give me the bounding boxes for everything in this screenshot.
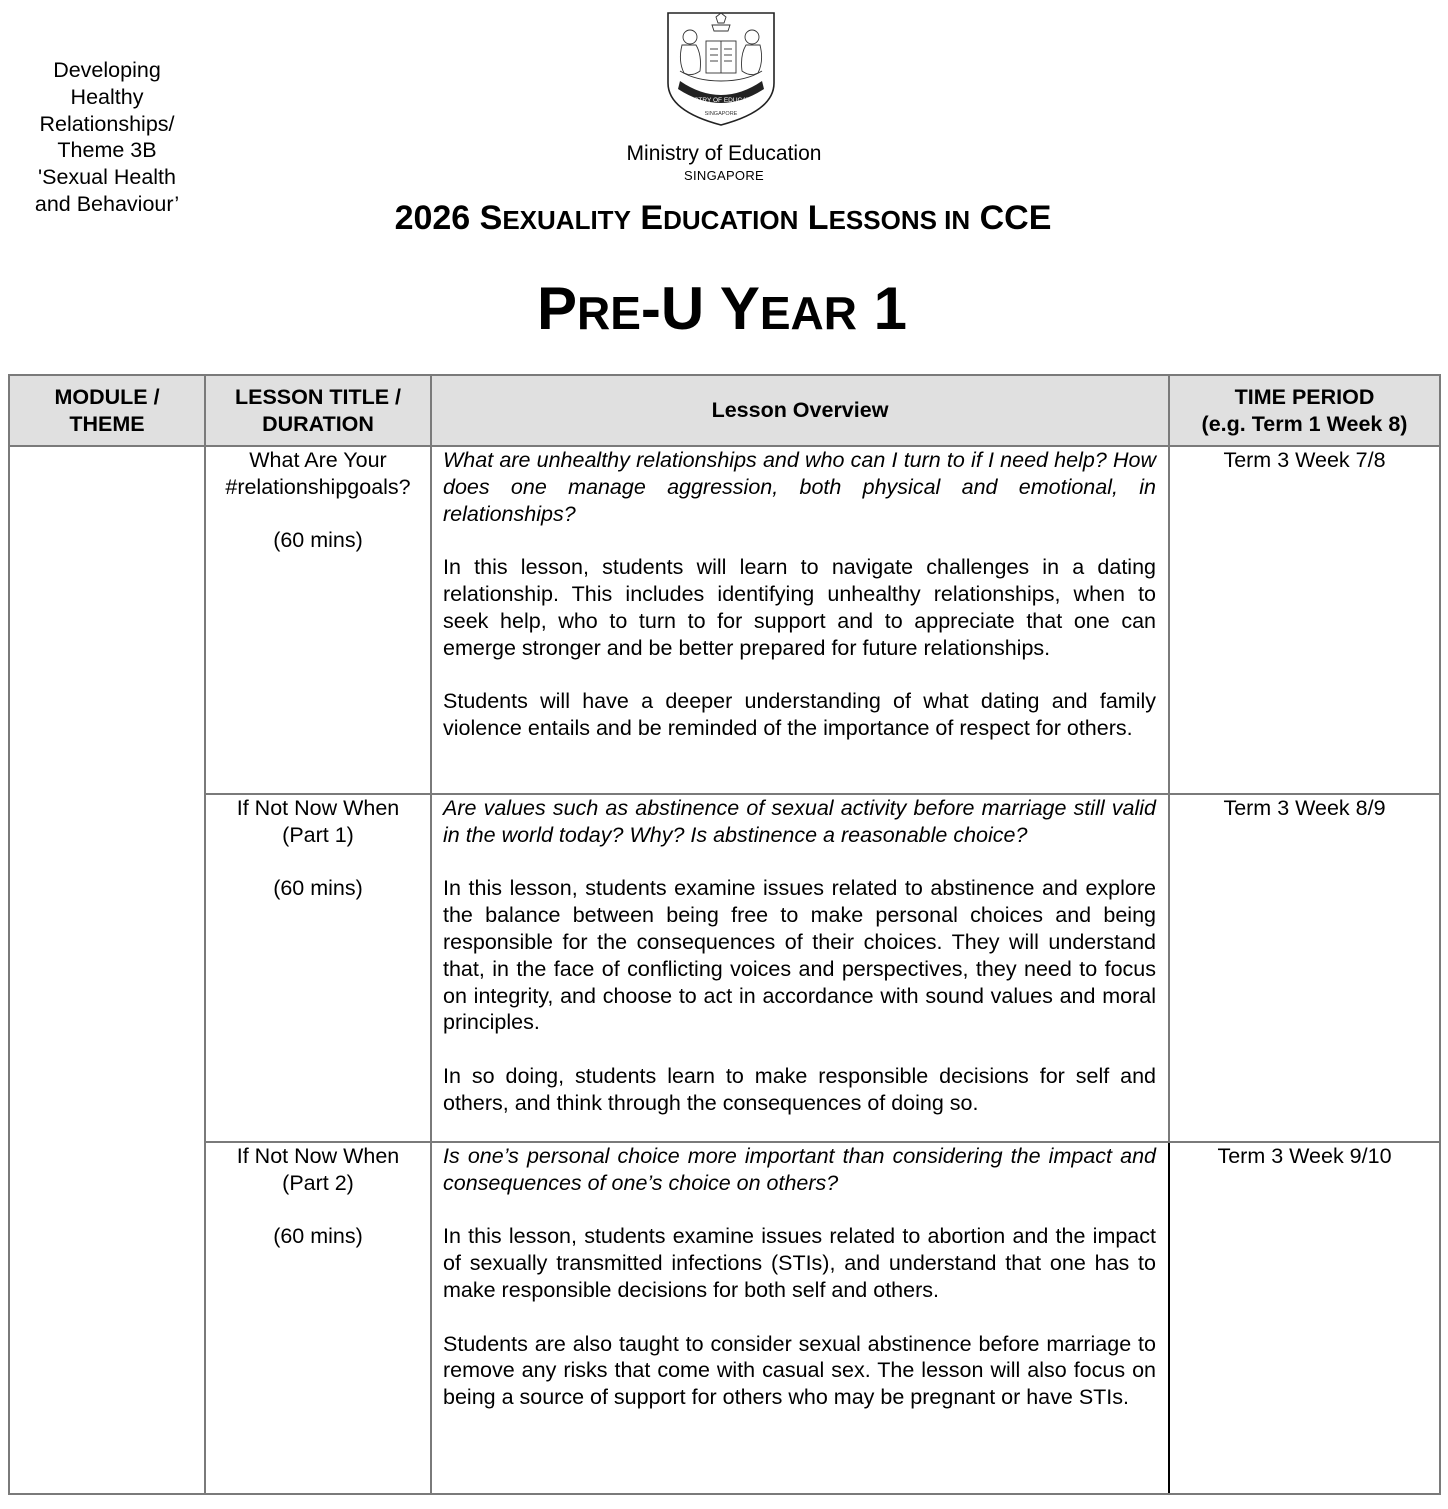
doc-title-word: EDUCATION bbox=[640, 199, 799, 237]
lesson-duration: (60 mins) bbox=[273, 1224, 363, 1249]
time-period-cell: Term 3 Week 7/8 bbox=[1169, 446, 1440, 794]
overview-paragraph: In this lesson, students examine issues related to abortion and the impact of sexually transmitted infections (STIs), and understand that one has to make responsible decisions for both self and others. bbox=[443, 1224, 1156, 1302]
module-theme-cell: Developing Healthy Relationships/ Theme 3B 'Sexual Health and Behaviour’ bbox=[9, 446, 205, 1494]
table-row bbox=[9, 794, 1440, 1142]
lesson-title: #relationshipgoals? bbox=[225, 474, 411, 499]
overview-paragraph: Students are also taught to consider sexual abstinence before marriage to remove any risks that come with casual sex. The lesson will also focus on being a source of support for others who may be pregnant or have STIs. bbox=[443, 1331, 1156, 1410]
lesson-title-cell bbox=[205, 794, 431, 1142]
time-period-cell: Term 3 Week 9/10 bbox=[1169, 1142, 1440, 1494]
lesson-title: (Part 2) bbox=[282, 1170, 354, 1195]
doc-title-year: 2026 bbox=[394, 199, 471, 237]
header-time-period: TIME PERIOD (e.g. Term 1 Week 8) bbox=[1169, 375, 1440, 446]
table-header-row bbox=[9, 375, 1440, 446]
document-title bbox=[0, 198, 1446, 240]
doc-title-word: SEXUALITY bbox=[479, 199, 631, 237]
doc-title-word: CCE bbox=[979, 199, 1052, 237]
ministry-name: Ministry of Education bbox=[626, 142, 822, 165]
guiding-question: Is one’s personal choice more important than considering the impact and consequences of one’s choice on others? bbox=[443, 1144, 1156, 1195]
table-row bbox=[9, 446, 1440, 794]
lesson-title: If Not Now When bbox=[236, 1144, 400, 1168]
guiding-question: Are values such as abstinence of sexual activity before marriage still valid in the world today? Why? Is abstinence a reasonable choice? bbox=[443, 796, 1156, 847]
overview-paragraph: Students will have a deeper understanding of what dating and family violence entails and be reminded of the importance of respect for others. bbox=[443, 689, 1156, 740]
header-module-theme: MODULE / THEME bbox=[9, 375, 205, 446]
lesson-title: (Part 1) bbox=[282, 822, 354, 847]
crest-band-text: MINISTRY OF EDUCATION bbox=[680, 97, 762, 104]
level-title: PRE-U YEAR 1 bbox=[536, 275, 908, 342]
lesson-title-cell bbox=[205, 446, 431, 794]
header-lesson-title-duration: LESSON TITLE / DURATION bbox=[205, 375, 431, 446]
header-lesson-overview: Lesson Overview bbox=[431, 375, 1169, 446]
lesson-title: If Not Now When bbox=[236, 796, 400, 820]
lesson-overview-cell bbox=[431, 794, 1169, 1142]
lesson-title-cell bbox=[205, 1142, 431, 1494]
table-row bbox=[9, 1142, 1440, 1494]
lesson-duration: (60 mins) bbox=[273, 528, 363, 553]
lesson-duration: (60 mins) bbox=[273, 876, 363, 901]
crest-bottom-text: SINGAPORE bbox=[704, 111, 738, 117]
lesson-title: What Are Your bbox=[249, 448, 387, 472]
ministry-country: SINGAPORE bbox=[684, 168, 764, 183]
guiding-question: What are unhealthy relationships and who can I turn to if I need help? How does one manage aggression, both physical and emotional, in relationships? bbox=[443, 448, 1156, 526]
time-period-cell: Term 3 Week 8/9 bbox=[1169, 794, 1440, 1142]
overview-paragraph: In so doing, students learn to make responsible decisions for self and others, and think through the consequences of doing so. bbox=[443, 1063, 1156, 1115]
overview-paragraph: In this lesson, students will learn to navigate challenges in a dating relationship. This includes identifying unhealthy relationships, when to seek help, who to turn to for support and to appreciate that one can emerge stronger and be better prepared for future relationships. bbox=[443, 555, 1156, 660]
doc-title-word: LESSONS IN bbox=[807, 199, 971, 237]
lesson-overview-cell bbox=[431, 1142, 1169, 1494]
ministry-crest-icon bbox=[666, 11, 776, 127]
overview-paragraph: In this lesson, students examine issues related to abstinence and explore the balance between being free to make personal choices and being responsible for the consequences of their choices. They will understand that, in the face of conflicting voices and perspectives, they need to focus on integrity, and choose to act in accordance with sound values and moral principles. bbox=[443, 876, 1156, 1035]
lesson-overview-cell bbox=[431, 446, 1169, 794]
